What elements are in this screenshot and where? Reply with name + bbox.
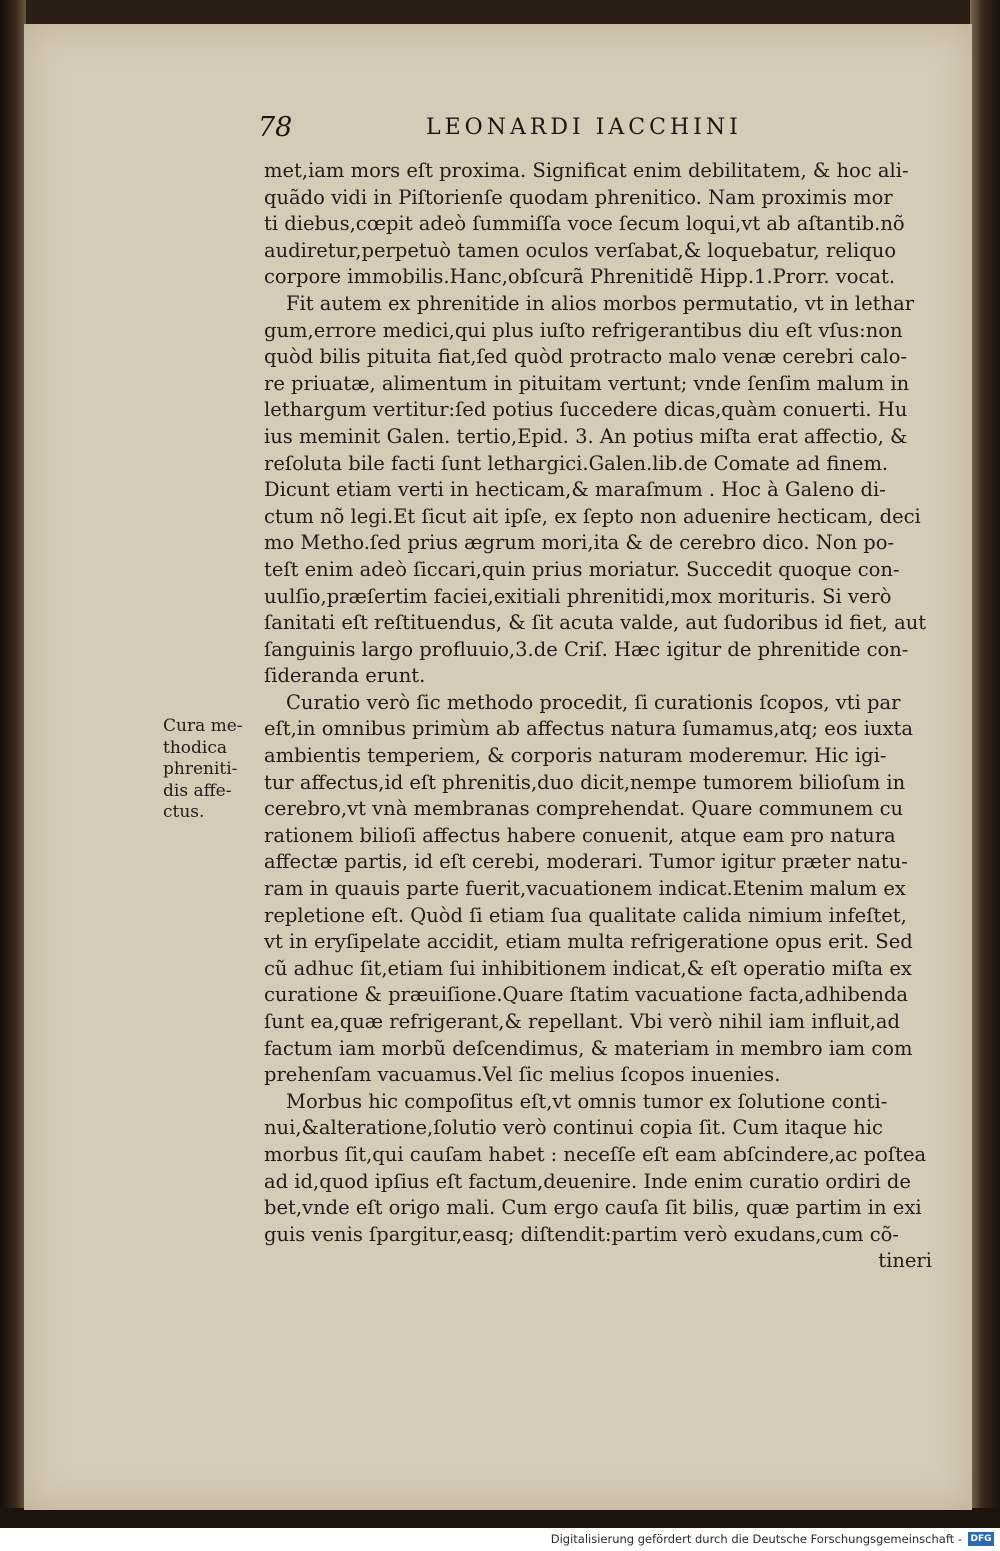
dfg-logo: DFG	[968, 1532, 994, 1546]
margin-note-line: dis affe-	[163, 780, 232, 801]
text-line: nui,&alteratione,ſolutio verò continui copia ſit. Cum itaque hic	[264, 1116, 883, 1140]
text-line: Fit autem ex phrenitide in alios morbos permutatio, vt in lethar	[286, 291, 915, 315]
text-line: Curatio verò ſic methodo procedit, ſi curationis ſcopos, vti par	[286, 690, 901, 714]
text-line: eſt,in omnibus primùm ab affectus natura ſumamus,atq; eos iuxta	[264, 717, 914, 741]
text-line: prehenſam vacuamus.Vel ſic melius ſcopos inuenies.	[264, 1063, 781, 1087]
text-line: audiretur,perpetuò tamen oculos verſabat,& loquebatur, reliquo	[264, 238, 897, 262]
text-line: curatione & præuiſione.Quare ſtatim vacuatione facta,adhibenda	[264, 983, 909, 1007]
text-line: mo Metho.ſed prius ægrum mori,ita & de cerebro dico. Non po-	[264, 531, 895, 555]
book-edge-bottom	[0, 1508, 1000, 1528]
text-line: ius meminit Galen. tertio,Epid. 3. An potius miſta erat affectio, &	[264, 424, 908, 448]
text-line: ſanitati eſt reſtituendus, & ſit acuta valde, aut ſudoribus id fiet, aut	[264, 611, 927, 635]
margin-note-line: Cura me-	[163, 716, 243, 736]
text-line: guis venis ſpargitur,easq; diſtendit:partim verò exudans,cum cõ-	[264, 1222, 899, 1246]
text-line: tineri	[878, 1249, 932, 1273]
text-line: cerebro,vt vnà membranas comprehendat. Quare communem cu	[264, 797, 904, 821]
margin-note-line: thodica	[163, 737, 227, 758]
text-line: gum,errore medici,qui plus iuſto refrigerantibus diu eſt vſus:non	[264, 318, 903, 342]
text-line: bet,vnde eſt origo mali. Cum ergo cauſa ſit bilis, quæ partim in exi	[264, 1196, 922, 1220]
text-line: affectæ partis, id eſt cerebi, moderari. Tumor igitur præter natu-	[264, 850, 908, 874]
text-line: teſt enim adeò ſiccari,quin prius moriatur. Succedit quoque con-	[264, 557, 900, 581]
text-line: ambientis temperiem, & corporis naturam moderemur. Hic igi-	[264, 744, 887, 768]
text-line: Morbus hic compoſitus eſt,vt omnis tumor ex ſolutione conti-	[286, 1089, 888, 1113]
page-number: 78	[258, 112, 293, 143]
margin-note	[163, 716, 255, 824]
footer-bar	[0, 1528, 1000, 1551]
text-line: repletione eſt. Quòd ſi etiam ſua qualitate calida nimium infeſtet,	[264, 903, 907, 927]
book-edge-left	[0, 0, 26, 1528]
text-line: ſideranda erunt.	[264, 664, 426, 688]
text-line: morbus ſit,qui cauſam habet : neceſſe eſt eam abſcindere,ac poſtea	[264, 1142, 927, 1166]
text-line: lethargum vertitur:ſed potius ſuccedere dicas,quàm conuerti. Hu	[264, 398, 908, 422]
text-line: quãdo vidi in Piſtorienſe quodam phrenitico. Nam proximis mor	[264, 185, 893, 209]
text-line: ram in quauis parte fuerit,vacuationem indicat.Etenim malum ex	[264, 877, 906, 901]
book-edge-right	[970, 0, 1000, 1528]
text-line: ſanguinis largo profluuio,3.de Criſ. Hæc igitur de phrenitide con-	[264, 637, 909, 661]
text-line: uulſio,præſertim faciei,exitiali phrenitidi,mox morituris. Si verò	[264, 584, 892, 608]
text-line: ctum nõ legi.Et ſicut ait ipſe, ex ſepto non aduenire hecticam, deci	[264, 504, 921, 528]
text-line: vt in eryſipelate accidit, etiam multa refrigeratione opus erit. Sed	[264, 930, 913, 954]
margin-note-line: ctus.	[163, 802, 205, 822]
funding-notice: Digitalisierung gefördert durch die Deutsche Forschungsgemeinschaft -	[550, 1532, 962, 1546]
text-line: ſunt ea,quæ refrigerant,& repellant. Vbi verò nihil iam influit,ad	[264, 1010, 900, 1033]
text-line: ad id,quod ipſius eſt factum,deuenire. Inde enim curatio ordiri de	[264, 1169, 911, 1193]
text-line: met,iam mors eſt proxima. Significat enim debilitatem, & hoc ali-	[264, 159, 909, 182]
text-line: Dicunt etiam verti in hecticam,& maraſmum . Hoc à Galeno di-	[264, 478, 886, 502]
text-line: tur affectus,id eſt phrenitis,duo dicit,nempe tumorem bilioſum in	[264, 770, 906, 794]
margin-note-line: phreniti-	[163, 759, 238, 779]
text-line: re priuatæ, alimentum in pituitam vertunt; vnde ſenſim malum in	[264, 371, 910, 395]
text-line: corpore immobilis.Hanc,obſcurã Phrenitidẽ Hipp.1.Prorr. vocat.	[264, 265, 896, 289]
text-line: rationem bilioſi affectus habere conuenit, atque eam pro natura	[264, 823, 896, 847]
running-head: LEONARDI IACCHINI	[426, 115, 742, 140]
text-line: reſoluta bile facti ſunt lethargici.Galen.lib.de Comate ad finem.	[264, 451, 889, 475]
text-line: factum iam morbũ deſcendimus, & materiam in membro iam com	[264, 1036, 913, 1060]
text-line: cũ adhuc ſit,etiam ſui inhibitionem indicat,& eſt operatio miſta ex	[264, 956, 912, 980]
page-header	[258, 112, 958, 148]
body-text	[264, 158, 934, 1275]
text-line: ti diebus,cœpit adeò ſummiſſa voce ſecum loqui,vt ab aſtantib.nõ	[264, 212, 905, 236]
text-line: quòd bilis pituita fiat,ſed quòd protracto malo venæ cerebri calo-	[264, 345, 908, 369]
